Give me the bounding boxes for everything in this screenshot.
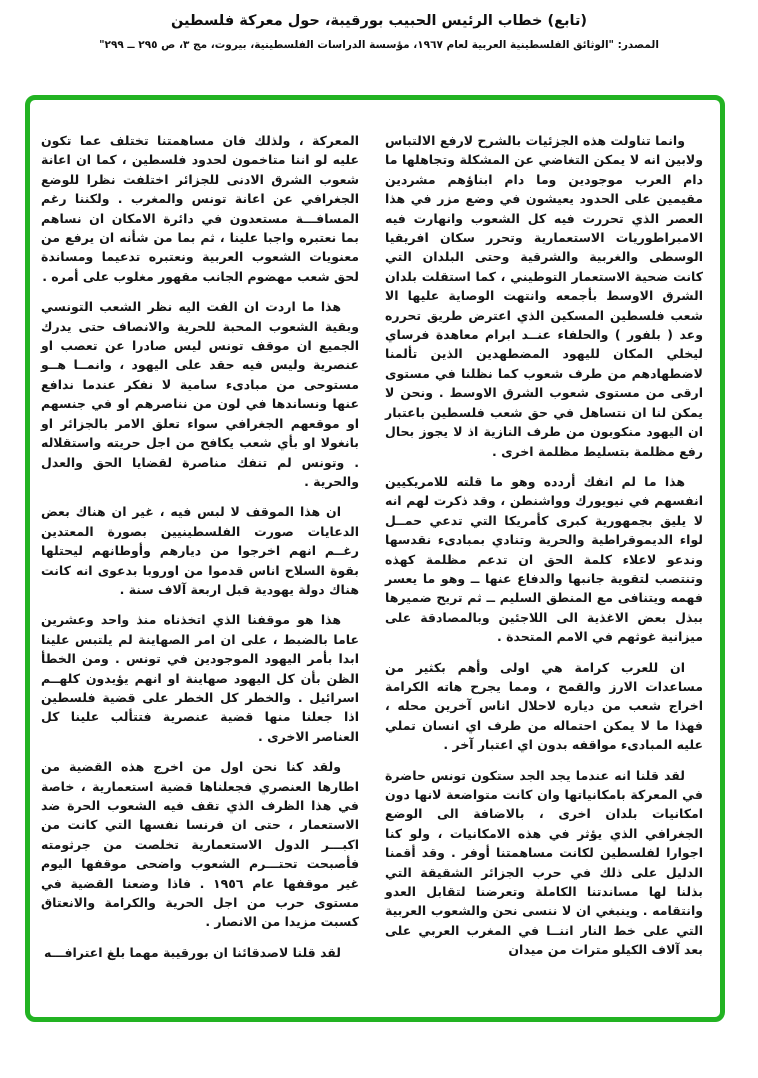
document-header — [0, 13, 758, 51]
paragraph: هذا ما اردت ان الفت اليه نظر الشعب التونسي وبقية الشعوب المحبة للحرية والانصاف حتى يدرك الجميع ان موقف تونس ليس صادرا عن تعصب او عنصرية وليس فيه حقد على اليهود ، وانمــا هــو مستوحى من مبادىء سامية لا نفكر عندما ندافع عنها ونساندها في لون من نناصرهم او في جنسهم او موقعهم الجغرافي سواء تعلق الامر بالجزائر او بانغولا او بأي شعب يكافح من اجل حريته واستقلاله . وتونس لم تنفك مناصرة لقضايا الحق والعدل والحرية . — [41, 299, 359, 489]
paragraph: هذا هو موقفنا الذي اتخذناه منذ واحد وعشرين عاما بالضبط ، على ان امر الصهاينة لم يلتبس علينا ابدا بأمر اليهود الموجودين في تونس . ومن الخطأ الظن بأن كل اليهود صهاينة او انهم يؤيدون كلهــم اسرائيل . والخطر كل الخطر على قضية فلسطين اذا جعلنا منها قضية عنصرية فتتألب علينا كل العناصر الاخرى . — [41, 612, 359, 744]
paragraph: لقد قلنا لاصدقائنا ان بورقيبة مهما بلغ اعترافـــه — [43, 944, 341, 960]
document-body — [30, 100, 720, 1017]
paragraph: ولقد كنا نحن اول من اخرج هذه القضية من اطارها العنصري فجعلناها قضية استعمارية ، خاصة في هذا الظرف الذي تقف فيه الشعوب الحرة ضد الاستعمار ، حتى ان فرنسا نفسها التي كانت من اكبـــر الدول الاستعمارية تخلصت من جرثومته فأصبحت تحتـــرم الشعوب واضحى موقفها اليوم غير موقفها عام ١٩٥٦ . فاذا وضعنا القضية في مستوى حرب من اجل الحرية والكرامة والانعتاق كسبت مزيدا من الانصار . — [41, 759, 359, 930]
paragraph: هذا ما لم انفك أردده وهو ما قلته للامريكيين انفسهم في نيويورك وواشنطن ، وقد ذكرت لهم انه لا يليق بجمهورية كبرى كأمريكا التي تدعي حمــل لواء الديموقراطية والحرية وتنادي بمبادىء نقدسها وندعو لاعلاء كلمة الحق ان تدعم مظلمة كهذه وتنتصب لتقوية جانبها والدفاع عنها ــ وهو ما يعسر فهمه ويتنافى مع المنطق السليم ــ ثم تريح ضميرها ببذل بعض الاغذية الى اللاجئين وبالمصادقة على ميزانية غوثهم في الامم المتحدة . — [385, 473, 703, 645]
paragraph: ان هذا الموقف لا لبس فيه ، غير ان هناك بعض الدعايات صورت الفلسطينيين بصورة المعتدين رغــم انهم اخرجوا من ديارهم وأوطانهم ليحتلها بقوة السلاح اناس قدموا من اوروبا بدعوى انه كانت هناك دولة يهودية قبل اربعة آلاف سنة . — [41, 504, 359, 597]
document-title: (تابع) خطاب الرئيس الحبيب بورقيبة، حول معركة فلسطين — [170, 13, 588, 29]
paragraph: وانما تناولت هذه الجزئيات بالشرح لارفع الالتباس ولابين انه لا يمكن التغاضي عن المشكلة وتجاهلها ما دام العرب موجودين وما دام ابناؤهم مشردين مقيمين على الحدود يعيشون في وضع مزر في هذا العصر الذي تحررت فيه كل الشعوب وانهارت فيه الامبراطوريات الاستعمارية وتحرر سكان افريقيا الوسطى والغربية والشرقية وحتى البلدان التي كانت ضحية الاستعمار التوطيني ، كما استقلت بلدان الشرق الاوسط بأجمعه وانتهت الوصاية عليها الا شعب فلسطين المسكين الذي اعترض طريق تحرره وعد ( بلفور ) والحلفاء عنــد ابرام معاهدة فرساي ليخلي المكان لليهود المضطهدين الذين تألمنا لاضطهادهم من طرف شعوب كما نظلنا في مستوى ارقى من مستوى شعوب الشرق الاوسط . ونحن لا يمكن لنا ان نتساهل في حق شعب فلسطين باعتبار ان اليهود منكوبون من طرف النازية اذ لا يجوز بحال رفع مظلمة بتسليط مظلمة اخرى . — [385, 133, 703, 459]
text-column-left — [41, 131, 359, 1017]
green-border-frame — [25, 95, 725, 1022]
text-column-right — [385, 131, 703, 1017]
paragraph: ان للعرب كرامة هي اولى وأهم بكثير من مساعدات الارز والقمح ، ومما يجرح هاته الكرامة اخراج شعب من دياره لاحلال اناس آخرين محله ، فهذا ما لا يمكن احتماله من طرف اي انسان تملي عليه المبادىء مواقفه بدون اي اعتبار آخر . — [385, 659, 703, 753]
paragraph: المعركة ، ولذلك فان مساهمتنا تختلف عما تكون عليه لو اننا متاخمون لحدود فلسطين ، كما ان اعانة شعوب الشرق الادنى للجزائر اختلفت نظرا للوضع الجغرافي عن اعانة تونس والمغرب . ولكننا رغم المسافـــة مستعدون في دائرة الامكان ان نساهم بما نعتبره واجبا علينا ، ثم بما من شأنه ان يرفع من معنويات الشعوب العربية ونعتبره تدعيما ومساندة لحق شعب مهضوم الجانب مقهور مغلوب على أمره . — [41, 133, 359, 284]
source-citation: المصدر: "الوثائق الفلسطينية العربية لعام ١٩٦٧، مؤسسة الدراسات الفلسطينية، بيروت، مج ٣، ص ٢٩٥ ــ ٢٩٩" — [99, 39, 659, 51]
paragraph: لقد قلنا انه عندما يجد الجد ستكون تونس حاضرة في المعركة بامكانياتها وان كانت متواضعة لانها دون امكانيات بلدان اخرى ، بالاضافة الى الوضع الجغرافي الذي يؤثر في هذه الامكانيات ، ولو كنا اجوارا لفلسطين لكانت مساهمتنا أوفر . وقد أقمنا الدليل على ذلك في حرب الجزائر الشقيقة التي بذلنا لها مساندتنا الكاملة وتعرضنا لتقابل العدو وانتقامه . وينبغي ان لا ننسى نحن والشعوب العربية التي على خط النار اننــا في المغرب العربي على بعد آلاف الكيلو مترات من ميدان — [385, 767, 703, 958]
